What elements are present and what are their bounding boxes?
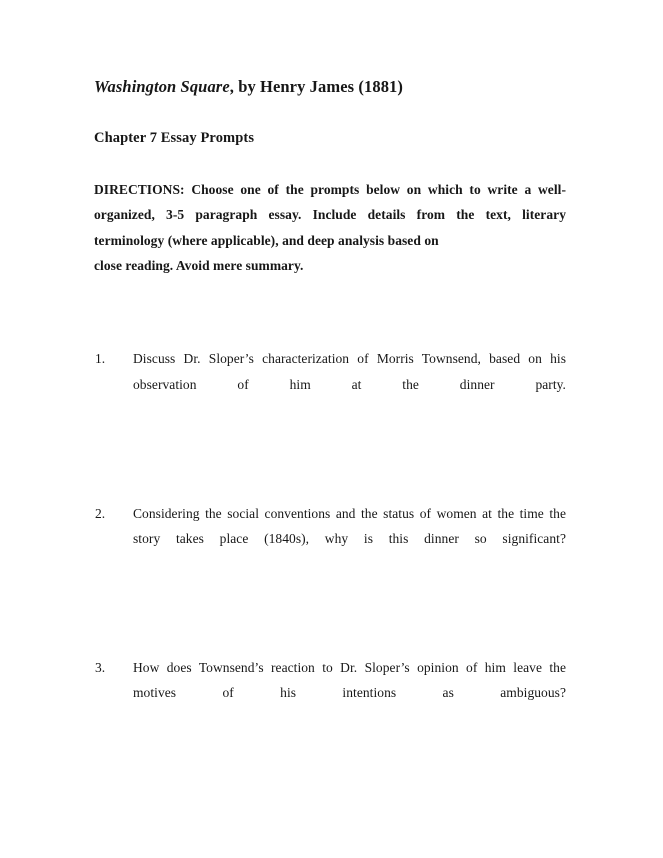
prompt-marker: 2. (95, 505, 106, 521)
list-item (94, 655, 566, 731)
directions-last-line: close reading. Avoid mere summary. (94, 257, 304, 273)
directions-paragraph (94, 147, 566, 279)
list-item (94, 501, 566, 577)
title-attribution: , by Henry James (1881) (229, 77, 403, 96)
prompt-text: Considering the social conventions and the status of women at the time the story takes place (1840s), why is this dinner so significant? (133, 505, 566, 546)
document-content (94, 0, 566, 731)
prompt-marker: 3. (95, 659, 106, 675)
spacer (94, 278, 566, 346)
prompt-marker: 1. (95, 351, 106, 367)
spacer (94, 577, 566, 655)
prompt-text: How does Townsend’s reaction to Dr. Sloper’s opinion of him leave the motives of his intentions as ambiguous? (133, 659, 566, 701)
spacer (94, 423, 566, 501)
page-title (94, 0, 566, 98)
directions-label: DIRECTIONS: (94, 181, 185, 197)
list-item (94, 346, 566, 422)
essay-prompt-list (94, 346, 566, 731)
document-subtitle: Chapter 7 Essay Prompts (94, 129, 255, 146)
work-title: Washington Square (94, 77, 230, 96)
prompt-text: Discuss Dr. Sloper’s characterization of Morris Townsend, based on his observation of him at the dinner party. (133, 351, 566, 392)
directions-body: Choose one of the prompts below on which to write a well-organized, 3-5 paragraph essay. Include details from the text, literary terminology (where applicable), and deep analysis based on (94, 181, 566, 248)
